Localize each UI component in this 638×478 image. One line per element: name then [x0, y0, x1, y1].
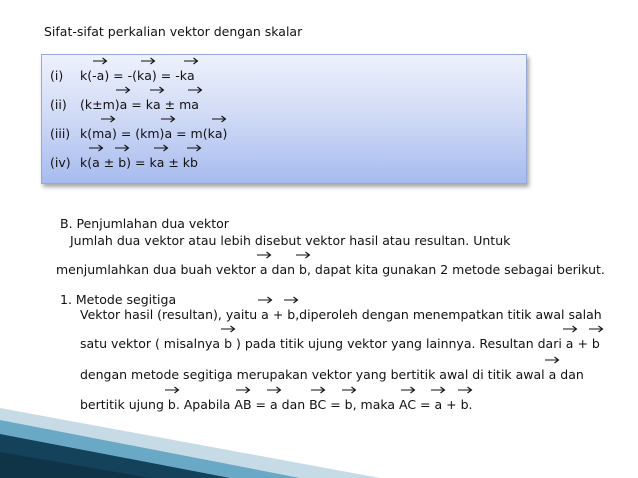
text-run: dengan metode segitiga merupakan vektor yang bertitik awal di titik awal — [80, 367, 549, 382]
vector-symbol: b — [190, 155, 198, 170]
vector-symbol: a — [144, 68, 152, 83]
text-run: k(- — [80, 68, 97, 83]
text-run: dan — [267, 262, 300, 277]
vector-symbol: a — [269, 397, 278, 412]
text-run: dan — [277, 397, 310, 412]
decorative-corner — [0, 398, 380, 478]
text-run: ) pada titik ujung vektor yang lainnya. Resultan dari — [232, 336, 566, 351]
vector-symbol: a — [153, 97, 161, 112]
vector-symbol: a — [156, 155, 165, 170]
text-run: menjumlahkan dua buah vektor — [56, 262, 260, 277]
property-line — [50, 126, 227, 141]
vector-symbol: a — [92, 155, 100, 170]
vector-symbol: b — [167, 397, 176, 412]
vector-symbol: b — [460, 397, 469, 412]
text-run: + — [268, 307, 288, 322]
text-run: ± — [99, 155, 119, 170]
text-run: ) = -(k — [104, 68, 145, 83]
property-line — [50, 97, 199, 112]
property-number: (iv) — [50, 155, 71, 170]
property-line — [50, 155, 198, 170]
text-run: k( — [80, 155, 93, 170]
vector-symbol: b — [591, 336, 600, 351]
vector-symbol: b — [344, 397, 353, 412]
text-run: ± k — [164, 155, 191, 170]
vector-symbol: AB — [234, 397, 252, 412]
text-run: = — [251, 397, 270, 412]
vector-symbol: a — [104, 126, 112, 141]
section-b-line — [56, 262, 605, 277]
vector-symbol: AC — [399, 397, 417, 412]
text-run: . Apabila — [175, 397, 235, 412]
text-run: ,diperoleh dengan menempatkan titik awal salah — [295, 307, 602, 322]
vector-symbol: a — [96, 68, 105, 83]
vector-symbol: b — [287, 307, 296, 322]
property-number: (i) — [50, 68, 64, 83]
text-run: , dapat kita gunakan 2 metode sebagai berikut. — [306, 262, 605, 277]
method-line — [80, 367, 584, 382]
text-run: bertitik ujung — [80, 397, 168, 412]
text-run: k(m — [80, 126, 105, 141]
vector-symbol: a — [164, 126, 173, 141]
text-run: = m(k — [172, 126, 215, 141]
text-run: . — [468, 397, 473, 412]
vector-symbol: BC — [309, 397, 327, 412]
text-run: = k — [127, 97, 153, 112]
text-run: ) — [222, 126, 228, 141]
text-run: satu vektor ( misalnya — [80, 336, 225, 351]
vector-symbol: a — [434, 397, 443, 412]
vector-symbol: a — [214, 126, 223, 141]
vector-symbol: b — [224, 336, 232, 351]
vector-symbol: a — [259, 262, 268, 277]
property-number: (iii) — [50, 126, 71, 141]
text-run: = — [326, 397, 345, 412]
section-b-line: Jumlah dua vektor atau lebih disebut vektor hasil atau resultan. Untuk — [70, 233, 511, 248]
vector-symbol: a — [261, 307, 269, 322]
vector-symbol: a — [191, 97, 199, 112]
method-line — [80, 336, 600, 351]
method-heading: 1. Metode segitiga — [60, 292, 177, 307]
text-run: = — [416, 397, 435, 412]
slide-title: Sifat-sifat perkalian vektor dengan skalar — [44, 24, 303, 39]
text-run: (k±m) — [80, 97, 120, 112]
method-line — [80, 307, 602, 322]
section-b-heading: B. Penjumlahan dua vektor — [60, 216, 229, 231]
vector-symbol: a — [186, 68, 195, 83]
text-run: + — [442, 397, 461, 412]
text-run: ) = -k — [151, 68, 187, 83]
text-run: ) = (km) — [111, 126, 165, 141]
text-run: dan — [556, 367, 584, 382]
property-line — [50, 68, 195, 83]
property-number: (ii) — [50, 97, 67, 112]
text-run: ) = k — [126, 155, 157, 170]
text-run: Vektor hasil (resultan), yaitu — [80, 307, 262, 322]
vector-symbol: a — [565, 336, 574, 351]
vector-symbol: b — [118, 155, 127, 170]
vector-symbol: a — [548, 367, 557, 382]
vector-symbol: a — [119, 97, 128, 112]
text-run: , maka — [352, 397, 400, 412]
text-run: ± m — [160, 97, 192, 112]
text-run: + — [573, 336, 592, 351]
vector-symbol: b — [299, 262, 307, 277]
